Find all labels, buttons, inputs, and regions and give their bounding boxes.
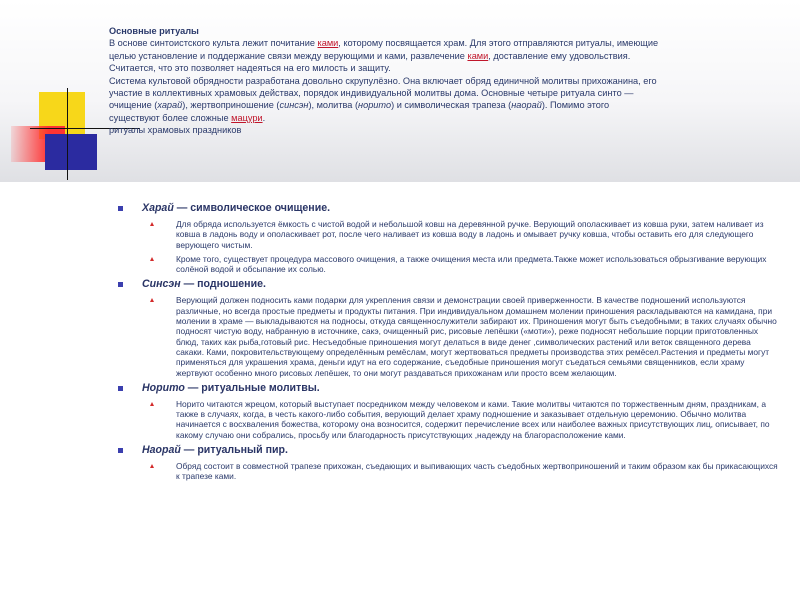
section-term: Харай — [142, 202, 174, 214]
intro-text-span: ), молитва ( — [308, 100, 359, 111]
square-bullet-icon — [118, 386, 123, 391]
term-sinsen: синсэн — [279, 100, 309, 111]
intro-line-6 — [109, 99, 779, 111]
section-harai-paragraph — [118, 254, 778, 275]
intro-line-2 — [109, 50, 779, 62]
triangle-bullet-icon — [150, 464, 154, 468]
term-naorai: наорай — [511, 100, 542, 111]
intro-line-3: Считается, что это позволяет надеяться на его милость и защиту. — [109, 63, 391, 74]
term-norito: норито — [358, 100, 392, 111]
intro-text-span: ) и символическая трапеза ( — [391, 100, 512, 111]
section-sinsen-heading — [118, 278, 778, 291]
intro-text-span: ), жертвоприношение ( — [182, 100, 280, 111]
section-harai-heading — [118, 202, 778, 215]
link-kami-2[interactable]: ками — [467, 50, 489, 61]
intro-line-1 — [109, 37, 779, 49]
section-sinsen-paragraph — [118, 295, 778, 377]
section-heading-text: — подношение. — [180, 278, 266, 291]
paragraph-text: Для обряда используется ёмкость с чистой водой и небольшой ковш на деревянной ручке. Верующий ополаскивает из ковша руки, затем наливает из ковша в ладонь воду и ополаскивает рот, после чего наливает из ковша воду в ладонь и омывает ручку ковша, чтобы оставить его для следующего верующего чистым. — [176, 219, 764, 250]
triangle-bullet-icon — [150, 257, 154, 261]
intro-text — [109, 25, 779, 137]
section-naorai-heading — [118, 444, 778, 457]
section-norito-heading — [118, 382, 778, 395]
intro-text-span: целью установление и поддержание связи между верующими и ками, развлечение — [109, 50, 468, 61]
triangle-bullet-icon — [150, 298, 154, 302]
section-harai-paragraph — [118, 219, 778, 250]
square-bullet-icon — [118, 206, 123, 211]
paragraph-text: Кроме того, существует процедура массового очищения, а также очищения места или предмета.Также может использоваться обрызгивание верующих солёной водой и обсыпание их солью. — [176, 253, 767, 275]
term-harai: харай — [157, 100, 183, 111]
intro-text-span: ). Помимо этого — [541, 100, 610, 111]
intro-text-span: очищение ( — [109, 100, 158, 111]
intro-line-7 — [109, 112, 779, 124]
slide-header — [0, 0, 800, 182]
intro-line-8: ритуалы храмовых праздников — [109, 125, 242, 136]
paragraph-text: Норито читаются жрецом, который выступает посредником между человеком и ками. Такие молитвы читаются по торжественным дням, праздникам, а также в случаях, когда, в честь какого-либо события, верующий делает храму подношение и заказывает отдельную церемонию. Обычно молитва начинается с восхваления божества, которому она возносится, содержит перечисление всех или наиболее важных присутствующих лиц, описывает, по какому случаю они собрались, просьбу или благодарность присутствующих ,надежду на благорасположение ками. — [176, 398, 770, 440]
rituals-list — [118, 198, 778, 482]
section-naorai-paragraph — [118, 461, 778, 482]
section-term: Наорай — [142, 444, 181, 457]
intro-text-span: , доставление ему удовольствия. — [488, 50, 631, 61]
intro-line-5: участие в коллективных храмовых действах, порядок индивидуальной молитвы дома. Основные четыре ритуала синто — — [109, 88, 634, 99]
intro-text-span: В основе синтоистского культа лежит почитание — [109, 38, 318, 49]
intro-text-span: . — [262, 112, 266, 123]
paragraph-text: Обряд состоит в совместной трапезе прихожан, съедающих и выпивающих часть съедобных жертвоприношений и таким образом как бы прикасающихся к трапезе ками. — [176, 461, 778, 482]
intro-text-span: , которому посвящается храм. Для этого отправляются ритуалы, имеющие — [338, 38, 659, 49]
link-kami-1[interactable]: ками — [317, 38, 339, 49]
intro-text-span: существуют более сложные — [109, 112, 232, 123]
intro-line-4: Система культовой обрядности разработана довольно скрупулёзно. Она включает обряд единичной молитвы прихожанина, его — [109, 75, 657, 86]
section-norito-paragraph — [118, 399, 778, 440]
section-term: Норито — [142, 381, 185, 394]
section-heading-text: — ритуальные молитвы. — [184, 381, 320, 394]
paragraph-text: Верующий должен подносить ками подарки для укрепления связи и демонстрации своей приверженности. В качестве подношений используются различные, но всегда простые предметы и продукты питания. При индивидуальном домашнем молении приношения раскладываются на камидана, при молении в храме — выкладываются на подносы, откуда священнослужители забирают их. Приношения могут быть съедобными; в таких случаях обычно подносят чистую воду, набранную в источнике, сакэ, очищенный рис, рисовые лепёшки («моти»), реже подносят небольшие порции приготовленных блюд, таких как рыба,готовый рис. Несъедобные приношения могут делаться в виде денег ,символических растений или веток священного дерева сакаки. Ками, покровительствующему определённым ремёслам, могут жертвоваться предметы производства этих ремёсел.Растения и предметы могут применяться для украшения храма, деньги идут на его содержание, съедобные приношения могут съедаться семьями священников, если храму жертвуют особенно много рисовых лепёшек, то они могут раздаваться прихожанам или просто всем желающим. — [176, 295, 777, 378]
decor-vertical-line — [67, 88, 68, 180]
section-heading-text: — символическое очищение. — [173, 202, 331, 214]
decor-blue-square — [45, 134, 97, 170]
triangle-bullet-icon — [150, 222, 154, 226]
link-matsuri[interactable]: мацури — [231, 112, 263, 123]
section-heading-text: — ритуальный пир. — [180, 444, 288, 457]
triangle-bullet-icon — [150, 402, 154, 406]
slide-title: Основные ритуалы — [109, 26, 199, 36]
section-term: Синсэн — [142, 278, 181, 291]
square-bullet-icon — [118, 448, 123, 453]
square-bullet-icon — [118, 282, 123, 287]
